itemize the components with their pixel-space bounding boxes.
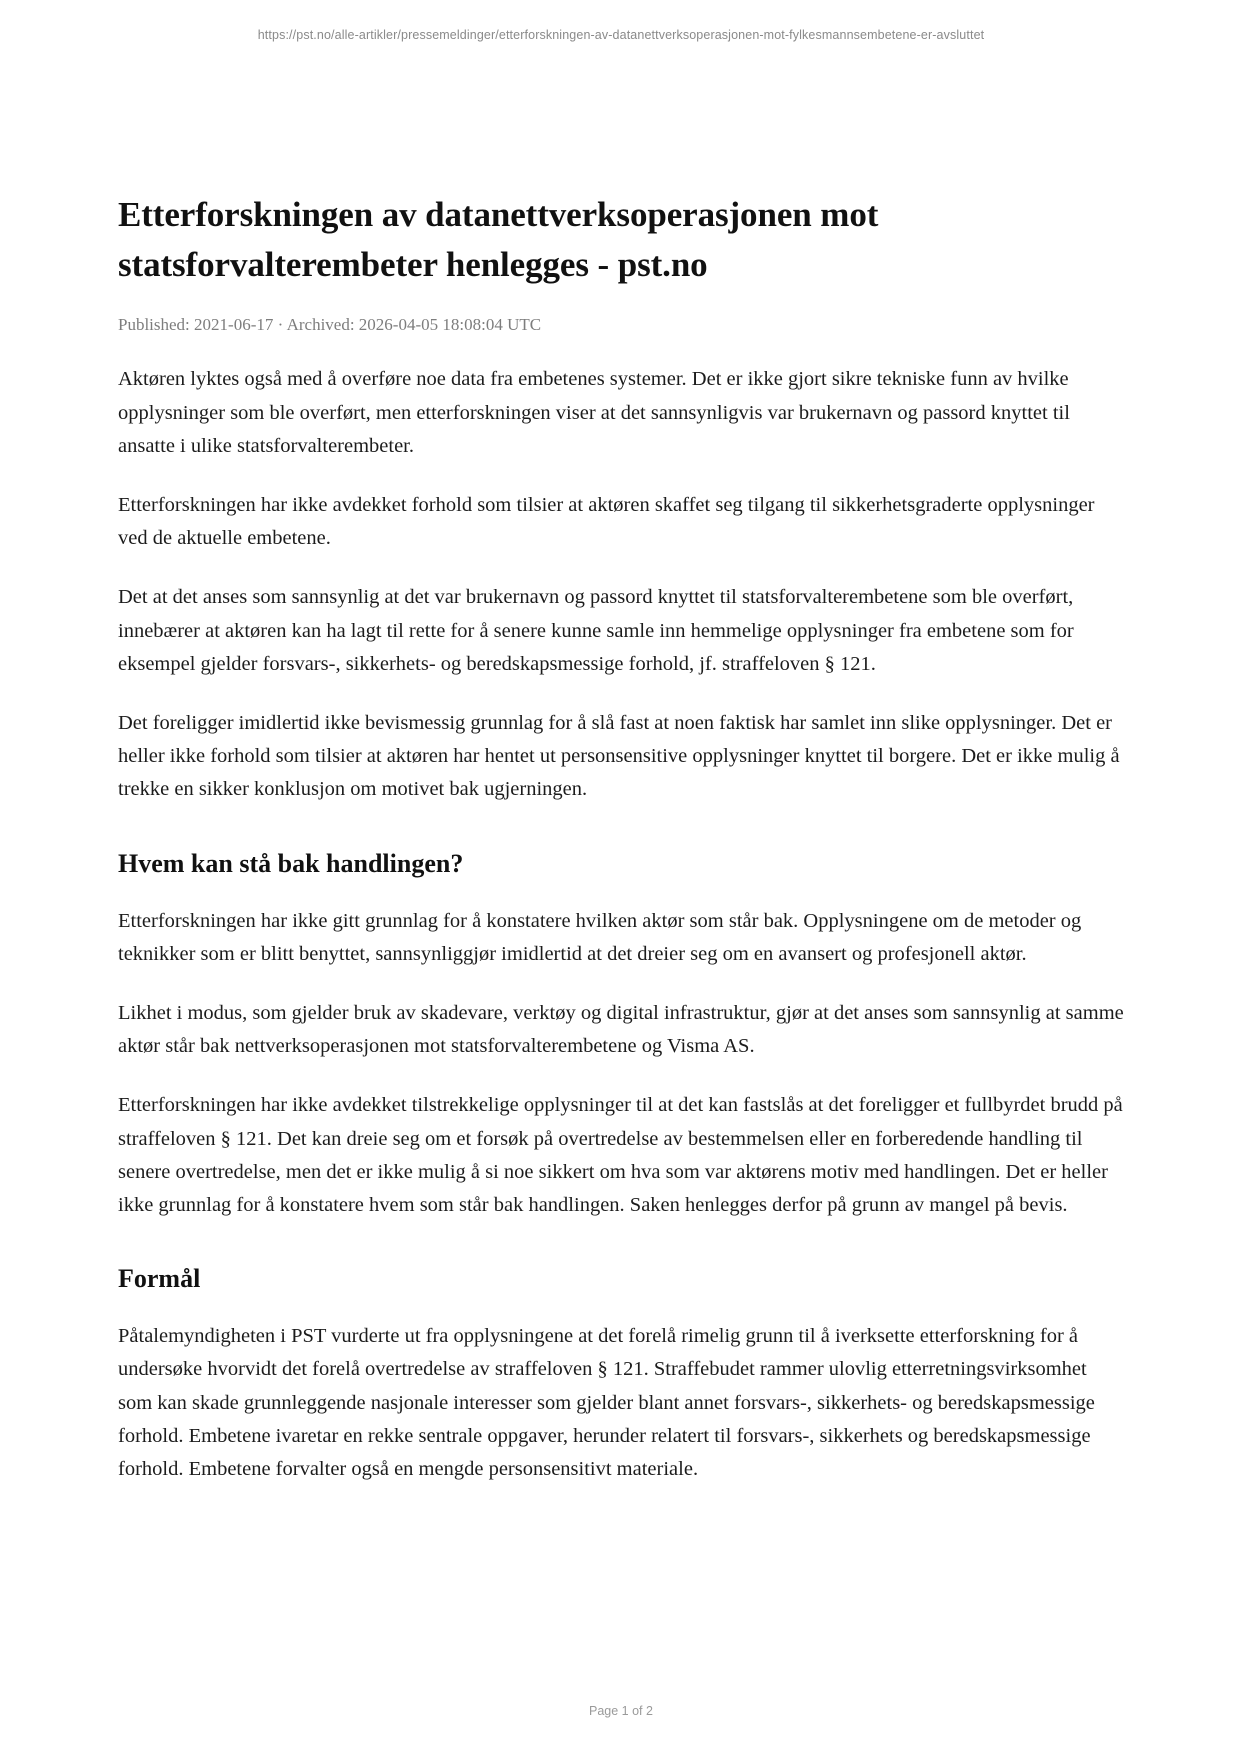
- source-url: https://pst.no/alle-artikler/pressemeldinger/etterforskningen-av-datanettverksoperasjonen-mot-fylkesmannsembetene-er-avsluttet: [257, 28, 985, 42]
- body-paragraph: Det at det anses som sannsynlig at det var brukernavn og passord knyttet til statsforvalterembetene som ble overført, innebærer at aktøren kan ha lagt til rette for å senere kunne samle inn hemmelige opplysninger fra embetene som for eksempel gjelder forsvars-, sikkerhets- og beredskapsmessige forhold, jf. straffeloven § 121.: [118, 586, 1074, 675]
- body-paragraph: Aktøren lyktes også med å overføre noe data fra embetenes systemer. Det er ikke gjort sikre tekniske funn av hvilke opplysninger som ble overført, men etterforskningen viser at det sannsynligvis var brukernavn og passord knyttet til ansatte i ulike statsforvalterembeter.: [118, 368, 1070, 457]
- body-paragraph: Etterforskningen har ikke avdekket tilstrekkelige opplysninger til at det kan fastslås at det foreligger et fullbyrdet brudd på straffeloven § 121. Det kan dreie seg om et forsøk på overtredelse av bestemmelsen eller en forberedende handling til senere overtredelse, men det er ikke mulig å si noe sikkert om hva som var aktørens motiv med handlingen. Det er heller ikke grunnlag for å konstatere hvem som står bak handlingen. Saken henlegges derfor på grunn av mangel på bevis.: [118, 1094, 1123, 1217]
- body-paragraph: Likhet i modus, som gjelder bruk av skadevare, verktøy og digital infrastruktur, gjør at det anses som sannsynlig at samme aktør står bak nettverksoperasjonen mot statsforvalterembetene og Visma AS.: [118, 1002, 1124, 1058]
- body-paragraph: Påtalemyndigheten i PST vurderte ut fra opplysningene at det forelå rimelig grunn til å iverksette etterforskning for å undersøke hvorvidt det forelå overtredelse av straffeloven § 121. Straffebudet rammer ulovlig etterretningsvirksomhet som kan skade grunnleggende nasjonale interesser som gjelder blant annet forsvars-, sikkerhets- og beredskapsmessige forhold. Embetene ivaretar en rekke sentrale oppgaver, herunder relatert til forsvars-, sikkerhets og beredskapsmessige forhold. Embetene forvalter også en mengde personsensitivt materiale.: [118, 1325, 1095, 1481]
- section-heading: Hvem kan stå bak handlingen?: [118, 848, 464, 878]
- body-paragraph: Etterforskningen har ikke avdekket forhold som tilsier at aktøren skaffet seg tilgang til sikkerhetsgraderte opplysninger ved de aktuelle embetene.: [118, 493, 1095, 550]
- page-title: Etterforskningen av datanettverksoperasjonen mot statsforvalterembeter henlegges - pst.no: [118, 195, 879, 284]
- body-paragraph: Etterforskningen har ikke gitt grunnlag for å konstatere hvilken aktør som står bak. Opplysningene om de metoder og teknikker som er blitt benyttet, sannsynliggjør imidlertid at det dreier seg om en avansert og profesjonell aktør.: [118, 909, 1082, 965]
- body-paragraph: Det foreligger imidlertid ikke bevismessig grunnlag for å slå fast at noen faktisk har samlet inn slike opplysninger. Det er heller ikke forhold som tilsier at aktøren har hentet ut personsensitive opplysninger knyttet til borgere. Det er ikke mulig å trekke en sikker konklusjon om motivet bak ugjerningen.: [118, 712, 1120, 801]
- section-heading: Formål: [118, 1264, 201, 1294]
- page-footer: Page 1 of 2: [589, 1704, 653, 1718]
- document-meta: Published: 2021-06-17 · Archived: 2026-04-05 18:08:04 UTC: [118, 315, 542, 335]
